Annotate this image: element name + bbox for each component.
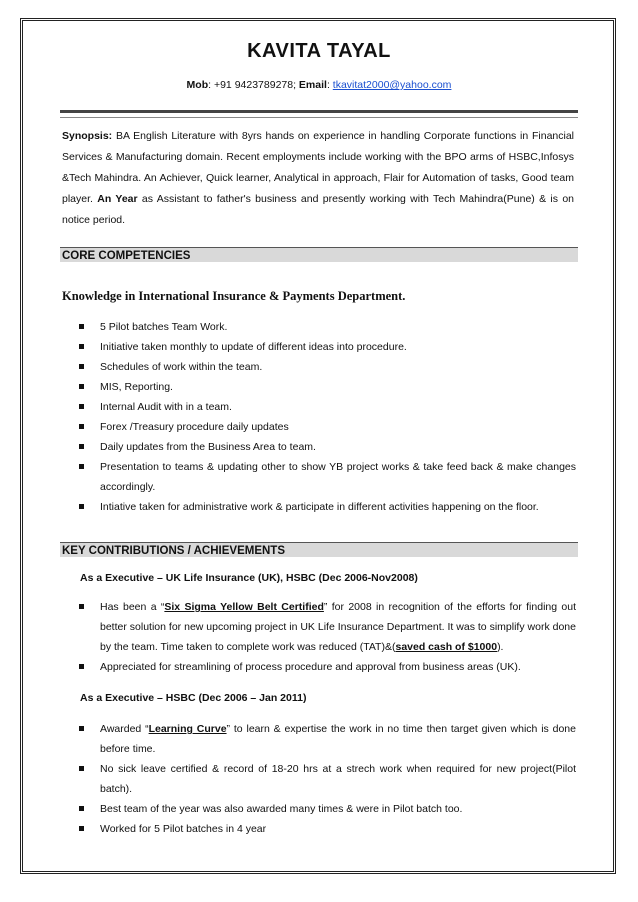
list-item: Schedules of work within the team. — [62, 357, 576, 377]
bullet-square-icon — [79, 664, 84, 669]
bullet-square-icon — [79, 364, 84, 369]
list-item: Presentation to teams & updating other to show YB project works & take feed back & make changes accordingly. — [62, 457, 576, 497]
core-competencies-header: CORE COMPETENCIES — [60, 247, 578, 262]
bullet-square-icon — [79, 444, 84, 449]
list-item: Appreciated for streamlining of process procedure and approval from business areas (UK). — [62, 657, 576, 677]
role-1-list — [62, 597, 576, 677]
six-sigma-highlight: Six Sigma Yellow Belt Certified — [164, 601, 324, 613]
list-item: Best team of the year was also awarded many times & were in Pilot batch too. — [62, 799, 576, 819]
list-item: Daily updates from the Business Area to team. — [62, 437, 576, 457]
key-contributions-header: KEY CONTRIBUTIONS / ACHIEVEMENTS — [60, 542, 578, 557]
header-rule — [60, 110, 578, 118]
bullet-square-icon — [79, 404, 84, 409]
mob-label: Mob — [186, 79, 209, 91]
list-item: No sick leave certified & record of 18-20 hrs at a strech work when required for new project(Pilot batch). — [62, 759, 576, 799]
list-item: Intiative taken for administrative work & participate in different activities happening on the floor. — [62, 497, 576, 517]
bullet-square-icon — [79, 384, 84, 389]
bullet-square-icon — [79, 806, 84, 811]
email-sep: : — [326, 79, 333, 91]
synopsis-label: Synopsis: — [62, 130, 113, 142]
list-item: 5 Pilot batches Team Work. — [62, 317, 576, 337]
bullet-square-icon — [79, 726, 84, 731]
list-item: Forex /Treasury procedure daily updates — [62, 417, 576, 437]
learning-curve-highlight: Learning Curve — [148, 723, 227, 735]
list-item: Has been a “Six Sigma Yellow Belt Certified” for 2008 in recognition of the efforts for finding out better solution for new upcoming project in UK Life Insurance Department. It was to simplify work done by the team. Time taken to complete work was reduced (TAT)&(saved cash of $1000). — [62, 597, 576, 657]
list-item: Worked for 5 Pilot batches in 4 year — [62, 819, 576, 839]
email-label: Email — [298, 79, 327, 91]
list-item: Awarded “Learning Curve” to learn & expertise the work in no time then target given which is done before time. — [62, 719, 576, 759]
mob-value: : +91 9423789278; — [208, 79, 299, 91]
bullet-square-icon — [79, 344, 84, 349]
bullet-square-icon — [79, 826, 84, 831]
synopsis-text-1: BA English Literature with 8yrs hands on experience in handling Corporate functions in Financial Services & Manufacturing domain. Recent employments include working with the BPO arms of HSBC,Infosys &Tech Mahindra. An Achiever, Quick learner, Analytical in approach, Flair for Automation of tasks, Good team player. — [62, 130, 574, 205]
saved-cash-highlight: saved cash of $1000 — [395, 641, 498, 653]
bullet-square-icon — [79, 766, 84, 771]
bullet-square-icon — [79, 424, 84, 429]
list-item: Initiative taken monthly to update of different ideas into procedure. — [62, 337, 576, 357]
list-item: Internal Audit with in a team. — [62, 397, 576, 417]
bullet-square-icon — [79, 324, 84, 329]
synopsis-paragraph — [62, 126, 574, 231]
bullet-square-icon — [79, 464, 84, 469]
role-2-title: As a Executive – HSBC (Dec 2006 – Jan 2011) — [80, 692, 307, 704]
list-item: MIS, Reporting. — [62, 377, 576, 397]
core-subheading: Knowledge in International Insurance & Payments Department. — [62, 289, 406, 303]
role-1-title: As a Executive – UK Life Insurance (UK), HSBC (Dec 2006-Nov2008) — [80, 572, 418, 584]
email-link[interactable]: tkavitat2000@yahoo.com — [332, 79, 452, 91]
bullet-square-icon — [79, 604, 84, 609]
synopsis-text-2: as Assistant to father's business and presently working with Tech Mahindra(Pune) & is on notice period. — [62, 193, 575, 226]
contact-line — [0, 79, 638, 91]
synopsis-bold-an-year: An Year — [97, 193, 138, 205]
role-2-list — [62, 719, 576, 839]
candidate-name: KAVITA TAYAL — [247, 40, 391, 62]
bullet-square-icon — [79, 504, 84, 509]
core-competencies-list — [62, 317, 576, 517]
